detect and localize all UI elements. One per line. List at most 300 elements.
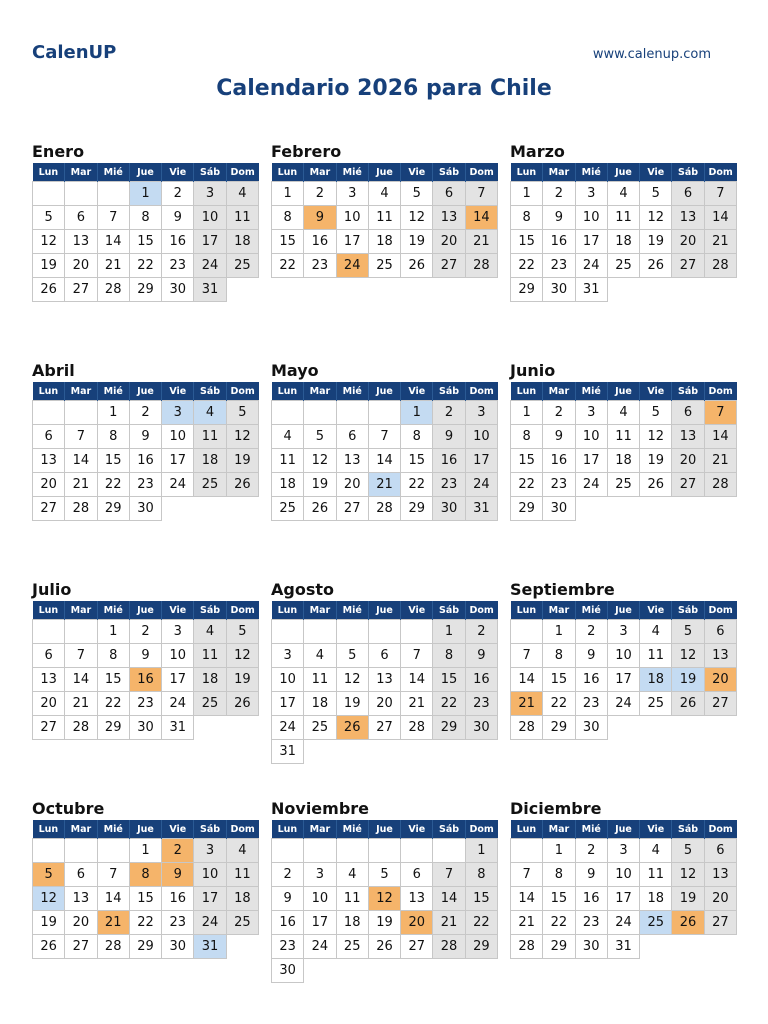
day-cell: 16 [543, 230, 575, 254]
day-cell: 3 [336, 182, 368, 206]
day-cell: 1 [511, 401, 543, 425]
blank-day-cell [272, 620, 304, 644]
week-row [33, 497, 259, 521]
week-row [33, 863, 259, 887]
day-cell: 11 [194, 644, 226, 668]
day-cell: 11 [194, 425, 226, 449]
day-cell: 17 [336, 230, 368, 254]
month-septiembre [510, 579, 737, 740]
day-cell: 5 [226, 620, 258, 644]
day-cell: 11 [226, 863, 258, 887]
day-cell: 18 [368, 230, 400, 254]
day-cell: 21 [704, 449, 736, 473]
empty-cell [672, 716, 704, 740]
day-cell: 16 [304, 230, 336, 254]
day-cell: 22 [97, 692, 129, 716]
weekday-label: Jue [607, 163, 639, 182]
day-cell: 21 [65, 692, 97, 716]
day-cell: 3 [162, 620, 194, 644]
month-abril [32, 360, 259, 521]
day-cell: 11 [640, 863, 672, 887]
weekday-label: Sáb [672, 601, 704, 620]
day-cell: 4 [272, 425, 304, 449]
day-cell: 10 [465, 425, 497, 449]
week-row [272, 206, 498, 230]
special-day-cell: 1 [401, 401, 433, 425]
day-cell: 29 [543, 716, 575, 740]
empty-cell [304, 959, 336, 983]
month-julio [32, 579, 259, 740]
day-cell: 12 [640, 206, 672, 230]
day-cell: 15 [97, 449, 129, 473]
day-cell: 17 [162, 449, 194, 473]
week-row [33, 425, 259, 449]
week-row [272, 911, 498, 935]
weekday-label: Dom [465, 820, 497, 839]
holiday-day-cell: 9 [304, 206, 336, 230]
empty-cell [672, 278, 704, 302]
day-cell: 23 [129, 473, 161, 497]
day-cell: 13 [433, 206, 465, 230]
day-cell: 18 [304, 692, 336, 716]
day-cell: 20 [433, 230, 465, 254]
blank-day-cell [304, 620, 336, 644]
weekday-label: Sáb [194, 820, 226, 839]
day-cell: 10 [272, 668, 304, 692]
day-cell: 14 [65, 449, 97, 473]
day-cell: 9 [129, 644, 161, 668]
day-cell: 18 [226, 887, 258, 911]
weekday-label: Mié [336, 601, 368, 620]
day-cell: 26 [226, 692, 258, 716]
day-cell: 27 [336, 497, 368, 521]
day-cell: 8 [543, 863, 575, 887]
day-cell: 4 [368, 182, 400, 206]
week-row [511, 254, 737, 278]
weekday-label: Vie [640, 601, 672, 620]
day-cell: 29 [511, 497, 543, 521]
weekday-label: Mar [304, 820, 336, 839]
empty-cell [640, 497, 672, 521]
week-row [511, 911, 737, 935]
day-cell: 13 [704, 644, 736, 668]
month-mayo [271, 360, 498, 521]
holiday-day-cell: 26 [672, 911, 704, 935]
week-row [33, 887, 259, 911]
day-cell: 27 [672, 254, 704, 278]
month-name: Marzo [510, 142, 565, 161]
day-cell: 27 [65, 278, 97, 302]
day-cell: 23 [465, 692, 497, 716]
day-cell: 13 [368, 668, 400, 692]
day-cell: 2 [304, 182, 336, 206]
day-cell: 15 [465, 887, 497, 911]
special-day-cell: 4 [194, 401, 226, 425]
day-cell: 12 [33, 230, 65, 254]
day-cell: 21 [401, 692, 433, 716]
weekday-header-row [272, 601, 498, 620]
day-cell: 25 [640, 692, 672, 716]
day-cell: 31 [272, 740, 304, 764]
day-cell: 7 [65, 425, 97, 449]
day-cell: 10 [162, 425, 194, 449]
month-table [510, 820, 737, 959]
day-cell: 2 [162, 182, 194, 206]
weekday-label: Dom [226, 163, 258, 182]
day-cell: 26 [640, 473, 672, 497]
weekday-header-row [33, 163, 259, 182]
week-row [511, 182, 737, 206]
day-cell: 15 [97, 668, 129, 692]
day-cell: 22 [401, 473, 433, 497]
day-cell: 22 [129, 254, 161, 278]
day-cell: 14 [511, 668, 543, 692]
empty-cell [401, 740, 433, 764]
day-cell: 19 [304, 473, 336, 497]
weekday-label: Jue [368, 163, 400, 182]
weekday-label: Vie [640, 163, 672, 182]
weekday-label: Dom [226, 820, 258, 839]
day-cell: 13 [33, 449, 65, 473]
day-cell: 3 [575, 401, 607, 425]
day-cell: 31 [607, 935, 639, 959]
weekday-label: Jue [368, 382, 400, 401]
day-cell: 28 [97, 935, 129, 959]
week-row [511, 230, 737, 254]
empty-cell [226, 278, 258, 302]
weekday-label: Jue [129, 820, 161, 839]
empty-cell [704, 935, 736, 959]
day-cell: 11 [304, 668, 336, 692]
month-table [510, 163, 737, 302]
weekday-label: Jue [607, 382, 639, 401]
week-row [511, 935, 737, 959]
day-cell: 1 [433, 620, 465, 644]
week-row [33, 401, 259, 425]
day-cell: 6 [368, 644, 400, 668]
day-cell: 14 [433, 887, 465, 911]
day-cell: 15 [129, 230, 161, 254]
day-cell: 9 [575, 644, 607, 668]
week-row [511, 887, 737, 911]
day-cell: 6 [336, 425, 368, 449]
day-cell: 18 [607, 230, 639, 254]
day-cell: 19 [33, 254, 65, 278]
day-cell: 18 [640, 887, 672, 911]
day-cell: 16 [162, 230, 194, 254]
weekday-label: Mar [543, 820, 575, 839]
week-row [511, 425, 737, 449]
weekday-label: Mar [543, 382, 575, 401]
day-cell: 1 [511, 182, 543, 206]
day-cell: 20 [672, 230, 704, 254]
week-row [272, 935, 498, 959]
empty-cell [226, 935, 258, 959]
day-cell: 11 [607, 425, 639, 449]
week-row [33, 230, 259, 254]
week-row [33, 206, 259, 230]
day-cell: 28 [704, 473, 736, 497]
day-cell: 2 [575, 620, 607, 644]
day-cell: 23 [575, 911, 607, 935]
day-cell: 26 [226, 473, 258, 497]
month-name: Mayo [271, 361, 319, 380]
weekday-label: Mar [304, 382, 336, 401]
brand-logo: CalenUP [32, 42, 117, 63]
week-row [33, 644, 259, 668]
holiday-day-cell: 14 [465, 206, 497, 230]
day-cell: 22 [433, 692, 465, 716]
day-cell: 14 [97, 887, 129, 911]
week-row [272, 620, 498, 644]
day-cell: 30 [543, 278, 575, 302]
empty-cell [672, 497, 704, 521]
day-cell: 1 [97, 620, 129, 644]
day-cell: 14 [511, 887, 543, 911]
day-cell: 15 [511, 230, 543, 254]
week-row [272, 959, 498, 983]
day-cell: 12 [672, 863, 704, 887]
day-cell: 3 [607, 620, 639, 644]
day-cell: 22 [465, 911, 497, 935]
blank-day-cell [304, 401, 336, 425]
empty-cell [640, 935, 672, 959]
day-cell: 22 [272, 254, 304, 278]
day-cell: 28 [465, 254, 497, 278]
week-row [511, 473, 737, 497]
day-cell: 12 [226, 425, 258, 449]
weekday-label: Sáb [433, 820, 465, 839]
weekday-label: Dom [704, 601, 736, 620]
day-cell: 13 [672, 206, 704, 230]
holiday-day-cell: 24 [336, 254, 368, 278]
website-url[interactable]: www.calenup.com [592, 47, 711, 62]
day-cell: 1 [465, 839, 497, 863]
day-cell: 20 [672, 449, 704, 473]
month-name: Julio [32, 580, 72, 599]
day-cell: 14 [65, 668, 97, 692]
week-row [33, 278, 259, 302]
month-junio [510, 360, 737, 521]
day-cell: 13 [336, 449, 368, 473]
empty-cell [226, 716, 258, 740]
day-cell: 25 [194, 692, 226, 716]
holiday-day-cell: 20 [704, 668, 736, 692]
week-row [33, 911, 259, 935]
day-cell: 12 [640, 425, 672, 449]
weekday-label: Dom [465, 382, 497, 401]
day-cell: 26 [33, 935, 65, 959]
day-cell: 24 [162, 473, 194, 497]
day-cell: 22 [543, 692, 575, 716]
day-cell: 16 [272, 911, 304, 935]
day-cell: 28 [65, 497, 97, 521]
day-cell: 25 [194, 473, 226, 497]
day-cell: 9 [433, 425, 465, 449]
day-cell: 14 [704, 206, 736, 230]
day-cell: 16 [129, 449, 161, 473]
month-enero [32, 141, 259, 302]
week-row [272, 497, 498, 521]
day-cell: 23 [304, 254, 336, 278]
weekday-label: Mar [543, 163, 575, 182]
day-cell: 10 [607, 644, 639, 668]
day-cell: 4 [607, 401, 639, 425]
month-diciembre [510, 798, 737, 959]
weekday-label: Lun [511, 601, 543, 620]
day-cell: 7 [704, 182, 736, 206]
day-cell: 20 [336, 473, 368, 497]
day-cell: 21 [97, 254, 129, 278]
holiday-day-cell: 12 [368, 887, 400, 911]
weekday-label: Jue [129, 601, 161, 620]
day-cell: 7 [433, 863, 465, 887]
blank-day-cell [336, 620, 368, 644]
month-table [32, 601, 259, 740]
day-cell: 27 [33, 716, 65, 740]
day-cell: 27 [368, 716, 400, 740]
day-cell: 19 [640, 449, 672, 473]
day-cell: 25 [226, 911, 258, 935]
day-cell: 27 [33, 497, 65, 521]
day-cell: 8 [543, 644, 575, 668]
week-row [511, 668, 737, 692]
day-cell: 9 [465, 644, 497, 668]
day-cell: 29 [433, 716, 465, 740]
weekday-label: Mar [65, 601, 97, 620]
day-cell: 24 [465, 473, 497, 497]
blank-day-cell [336, 839, 368, 863]
day-cell: 3 [607, 839, 639, 863]
empty-cell [162, 497, 194, 521]
holiday-day-cell: 5 [33, 863, 65, 887]
day-cell: 9 [129, 425, 161, 449]
weekday-label: Lun [272, 820, 304, 839]
day-cell: 9 [543, 206, 575, 230]
day-cell: 7 [511, 863, 543, 887]
day-cell: 12 [672, 644, 704, 668]
weekday-label: Lun [272, 382, 304, 401]
day-cell: 25 [226, 254, 258, 278]
holiday-day-cell: 8 [129, 863, 161, 887]
day-cell: 22 [511, 254, 543, 278]
empty-cell [704, 716, 736, 740]
weekday-label: Mié [575, 163, 607, 182]
day-cell: 24 [162, 692, 194, 716]
empty-cell [368, 959, 400, 983]
blank-day-cell [304, 839, 336, 863]
day-cell: 28 [433, 935, 465, 959]
empty-cell [704, 497, 736, 521]
day-cell: 29 [97, 497, 129, 521]
day-cell: 25 [304, 716, 336, 740]
day-cell: 23 [575, 692, 607, 716]
month-table [271, 601, 498, 764]
week-row [272, 740, 498, 764]
day-cell: 13 [65, 887, 97, 911]
day-cell: 25 [368, 254, 400, 278]
month-table [32, 163, 259, 302]
day-cell: 15 [543, 887, 575, 911]
day-cell: 5 [640, 182, 672, 206]
weekday-label: Jue [607, 820, 639, 839]
day-cell: 8 [433, 644, 465, 668]
empty-cell [704, 278, 736, 302]
day-cell: 12 [304, 449, 336, 473]
day-cell: 27 [65, 935, 97, 959]
week-row [511, 497, 737, 521]
weekday-label: Lun [33, 601, 65, 620]
day-cell: 25 [272, 497, 304, 521]
weekday-label: Dom [704, 382, 736, 401]
weekday-label: Jue [368, 601, 400, 620]
day-cell: 23 [433, 473, 465, 497]
day-cell: 2 [129, 620, 161, 644]
week-row [272, 182, 498, 206]
week-row [511, 863, 737, 887]
day-cell: 21 [433, 911, 465, 935]
day-cell: 21 [65, 473, 97, 497]
day-cell: 23 [129, 692, 161, 716]
week-row [33, 668, 259, 692]
day-cell: 29 [511, 278, 543, 302]
day-cell: 23 [272, 935, 304, 959]
day-cell: 24 [607, 692, 639, 716]
day-cell: 27 [401, 935, 433, 959]
weekday-header-row [33, 382, 259, 401]
week-row [511, 449, 737, 473]
day-cell: 10 [607, 863, 639, 887]
week-row [272, 230, 498, 254]
weekday-label: Jue [129, 163, 161, 182]
day-cell: 15 [433, 668, 465, 692]
weekday-header-row [511, 820, 737, 839]
special-day-cell: 31 [194, 935, 226, 959]
week-row [511, 644, 737, 668]
weekday-label: Sáb [194, 601, 226, 620]
week-row [272, 668, 498, 692]
day-cell: 30 [433, 497, 465, 521]
day-cell: 25 [336, 935, 368, 959]
week-row [33, 620, 259, 644]
day-cell: 15 [543, 668, 575, 692]
day-cell: 19 [368, 911, 400, 935]
day-cell: 4 [226, 839, 258, 863]
day-cell: 28 [511, 716, 543, 740]
day-cell: 17 [194, 887, 226, 911]
blank-day-cell [97, 839, 129, 863]
weekday-label: Mar [304, 163, 336, 182]
day-cell: 24 [194, 911, 226, 935]
blank-day-cell [65, 401, 97, 425]
day-cell: 23 [162, 254, 194, 278]
month-name: Octubre [32, 799, 105, 818]
special-day-cell: 18 [640, 668, 672, 692]
blank-day-cell [33, 182, 65, 206]
day-cell: 16 [465, 668, 497, 692]
day-cell: 11 [336, 887, 368, 911]
day-cell: 11 [640, 644, 672, 668]
weekday-header-row [33, 601, 259, 620]
day-cell: 2 [543, 401, 575, 425]
blank-day-cell [401, 620, 433, 644]
weekday-label: Mar [65, 163, 97, 182]
empty-cell [465, 740, 497, 764]
day-cell: 22 [511, 473, 543, 497]
weekday-label: Mié [575, 820, 607, 839]
weekday-label: Sáb [672, 163, 704, 182]
day-cell: 17 [575, 449, 607, 473]
